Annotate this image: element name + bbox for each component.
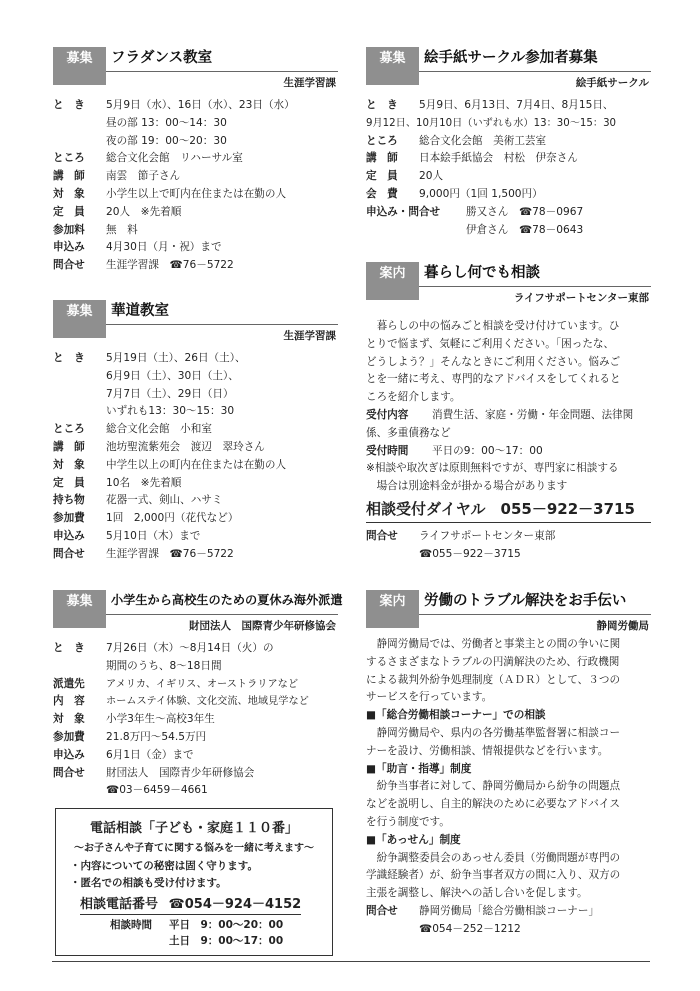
tel-line <box>80 893 301 915</box>
hours-label: 相談時間 <box>110 919 152 931</box>
detail-row: ☎03－6459－4661 <box>106 784 208 797</box>
section-header <box>366 590 651 632</box>
detail-row: 持ち物 花器一式、剣山、ハサミ <box>53 494 223 507</box>
footer-rule <box>52 961 650 962</box>
detail-row: 問合せ 生涯学習課 ☎76－5722 <box>53 547 234 560</box>
detail-row: と き 7月26日（木）～8月14日（火）の <box>53 642 274 654</box>
tel-label: 相談電話番号 <box>80 897 159 912</box>
detail-row: 講 師 南雲 節子さん <box>53 170 181 183</box>
detail-row: 講 師 日本絵手紙協会 村松 伊奈さん <box>366 152 578 165</box>
section-title: 小学生から高校生のための夏休み海外派遣 <box>111 593 343 607</box>
section-header <box>53 590 343 632</box>
labor-dispute-notice <box>366 590 651 935</box>
detail-row: 申込み 6月1日（金）まで <box>53 748 194 761</box>
organizer: 生涯学習課 <box>283 330 336 342</box>
category-tag: 募集 <box>53 300 106 338</box>
contact <box>366 528 651 564</box>
note: ※相談や取次ぎは原則無料ですが、専門家に相談する <box>366 462 619 475</box>
body-text: 暮らしの中の悩みごと相談を受け付けています。ひ とりで悩まず、気軽にご利用ください。「困ったな、 どうしよう？」そんなときにご利用ください。悩みご とを一緒に考え、専門的なアドバイスをしてくれると ころを紹介します。 受付内容 消費生活、家庭・労働・年金問題、法律関 係、多重債務など 受付時間 平日の9：00～17：00 ※相談や取次ぎは原則無料ですが、専門家に相談する 場合は別途料金が掛かる場合があります <box>366 318 651 496</box>
detail-row: と き 5月9日（水）、16日（水）、23日（水） <box>53 99 295 111</box>
detail-row: 会 費 9,000円（1回 1,500円） <box>366 187 543 200</box>
detail-row: 講 師 池坊聖流紫苑会 渡辺 翠玲さん <box>53 440 265 453</box>
section-title: 絵手紙サークル参加者募集 <box>424 50 598 66</box>
detail-row: ☎055－922－3715 <box>419 547 521 560</box>
section-header <box>366 47 651 89</box>
consultation-dial: 相談受付ダイヤル 055－922－3715 <box>366 497 651 523</box>
category-tag: 案内 <box>366 590 419 628</box>
section-title: 暮らし何でも相談 <box>424 265 540 281</box>
category-tag: 案内 <box>366 262 419 300</box>
organizer: 財団法人 国際青少年研修協会 <box>189 620 336 632</box>
ikebana-class-notice <box>53 300 338 560</box>
box-note: ・内容についての秘密は固く守ります。 <box>70 860 258 872</box>
detail-row: 定 員 20人 <box>366 170 444 183</box>
detail-row: 定 員 10名 ※先着順 <box>53 476 182 489</box>
overseas-program-notice <box>53 590 343 797</box>
detail-row: 参加料 無 料 <box>53 223 138 236</box>
section-header <box>53 47 338 89</box>
detail-row: 参加費 21.8万円～54.5万円 <box>53 730 207 743</box>
detail-row: 派遣先 アメリカ、イギリス、オーストラリアなど <box>53 677 299 690</box>
detail-row: 申込み・問合せ 勝又さん ☎78－0967 <box>366 205 584 218</box>
phone-consultation-box <box>55 808 333 956</box>
detail-row: 対 象 小学生以上で町内在住または在勤の人 <box>53 187 287 200</box>
details <box>53 350 338 564</box>
detail-row: 期間のうち、8～18日間 <box>106 659 222 672</box>
detail-row: ☎054－252－1212 <box>419 922 521 935</box>
detail-row: と き 5月9日、6月13日、7月4日、8月15日、 <box>366 99 614 111</box>
hours-weekend: 土日 9：00～17：00 <box>169 935 284 947</box>
detail-row: 受付内容 消費生活、家庭・労働・年金問題、法律関 <box>366 408 634 421</box>
organizer: 生涯学習課 <box>283 77 336 89</box>
detail-row: 申込み 4月30日（月・祝）まで <box>53 241 222 254</box>
detail-row: 参加費 1回 2,000円（花代など） <box>53 512 239 525</box>
section-header <box>366 262 651 304</box>
detail-row: 伊倉さん ☎78－0643 <box>466 223 584 236</box>
detail-row: 内 容 ホームステイ体験、文化交流、地域見学など <box>53 695 309 708</box>
item-heading: ■「あっせん」制度 <box>366 833 461 846</box>
category-tag: 募集 <box>53 590 106 628</box>
details <box>53 97 338 275</box>
box-subtitle: ～お子さんや子育てに関する悩みを一緒に考えます～ <box>74 843 314 854</box>
etegami-circle-notice <box>366 47 651 236</box>
detail-row: 6月9日（土）、30日（土）、 <box>106 369 239 382</box>
hours-weekday: 平日 9：00～20：00 <box>169 919 284 931</box>
detail-row: 昼の部 13：00～14：30 <box>106 116 227 129</box>
detail-row: と き 5月19日（土）、26日（土）、 <box>53 352 246 364</box>
detail-row: 問合せ 財団法人 国際青少年研修協会 <box>53 766 255 779</box>
detail-row: 受付時間 平日の9：00～17：00 <box>366 444 543 457</box>
detail-row: 対 象 中学生以上の町内在住または在勤の人 <box>53 458 287 471</box>
item-heading: ■「助言・指導」制度 <box>366 762 472 775</box>
section-title: 華道教室 <box>111 303 169 319</box>
detail-row: 対 象 小学3年生～高校3年生 <box>53 713 215 726</box>
item-heading: ■「総合労働相談コーナー」での相談 <box>366 709 546 722</box>
detail-row: 7月7日（土）、29日（日） <box>106 387 234 400</box>
detail-row: ところ 総合文化会館 小和室 <box>53 423 212 436</box>
section-header <box>53 300 338 342</box>
detail-row: 定 員 20人 ※先着順 <box>53 205 182 218</box>
body-text: 静岡労働局では、労働者と事業主との間の争いに関 するさまざまなトラブルの円満解決のため、行政機関 による裁判外紛争処理制度（ＡＤＲ）として、３つの サービスを行っています。 ■「総合労働相談コーナー」での相談 静岡労働局や、県内の各労働基準監督署に相談コー ナーを設け、労働相談、情報提供などを行います。 ■「助言・指導」制度 紛争当事者に対して、静岡労働局から紛争の問題点 などを説明し、自主的解決のために必要なアドバイス を行う制度です。 ■「あっせん」制度 紛争調整委員会のあっせん委員（労働問題が専門の 学識経験者）が、紛争当事者双方の間に入り、双方の 主張を調整し、解決への話し合いを促します。 問合せ 静岡労働局「総合労働相談コーナー」 ☎054－252－1212 <box>366 636 651 939</box>
detail-row: 夜の部 19：00～20：30 <box>106 134 227 147</box>
hula-class-notice <box>53 47 338 272</box>
detail-row: 係、多重債務など <box>366 426 451 439</box>
detail-row: いずれも13：30～15：30 <box>106 405 235 418</box>
box-note: ・匿名での相談も受け付けます。 <box>70 877 227 889</box>
section-title: フラダンス教室 <box>111 50 213 66</box>
organizer: 絵手紙サークル <box>575 77 649 89</box>
tel-number: ☎054－924－4152 <box>168 897 302 912</box>
details <box>53 640 338 800</box>
detail-row: ところ 総合文化会館 リハーサル室 <box>53 152 243 165</box>
category-tag: 募集 <box>366 47 419 85</box>
organizer: 静岡労働局 <box>596 620 649 632</box>
life-consultation-notice <box>366 262 651 493</box>
detail-row: 9月12日、10月10日（いずれも水）13：30～15：30 <box>366 117 617 129</box>
details <box>366 97 651 239</box>
organizer: ライフサポートセンター東部 <box>513 292 649 304</box>
detail-row: 問合せ 生涯学習課 ☎76－5722 <box>53 259 234 272</box>
detail-row: 申込み 5月10日（木）まで <box>53 529 201 542</box>
detail-row: 問合せ 静岡労働局「総合労働相談コーナー」 <box>366 904 600 917</box>
section-title: 労働のトラブル解決をお手伝い <box>424 593 627 609</box>
box-title: 電話相談「子ども・家庭１１０番」 <box>89 821 298 836</box>
category-tag: 募集 <box>53 47 106 85</box>
detail-row: 問合せ ライフサポートセンター東部 <box>366 530 556 542</box>
detail-row: ところ 総合文化会館 美術工芸室 <box>366 134 547 147</box>
note: 場合は別途料金が掛かる場合があります <box>366 480 568 493</box>
